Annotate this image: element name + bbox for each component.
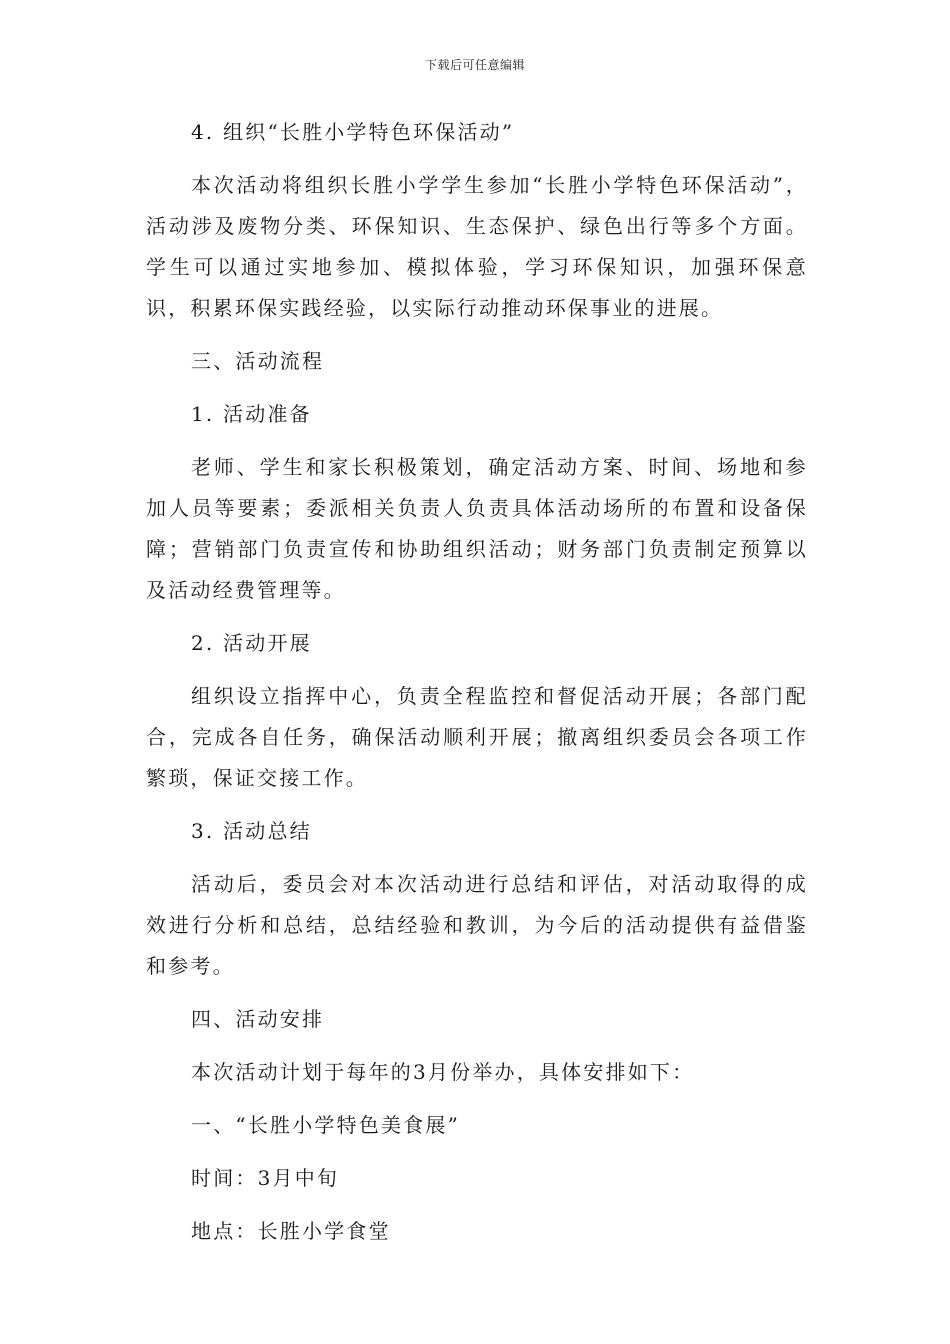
subheading-summary: 3. 活动总结 bbox=[191, 819, 312, 843]
item-food-show-time: 时间：3月中旬 bbox=[191, 1166, 340, 1190]
section-heading-activity-flow: 三、活动流程 bbox=[191, 349, 325, 373]
section-heading-organize-eco-activity: 4. 组织“长胜小学特色环保活动” bbox=[191, 120, 515, 144]
header-note: 下载后可任意编辑 bbox=[424, 58, 525, 72]
paragraph-preparation: 老师、学生和家长积极策划，确定活动方案、时间、场地和参加人员等要素；委派相关负责人负责具体活动场所的布置和设备保障；营销部门负责宣传和协助组织活动；财务部门负责制定预算以及活动经费管理等。 bbox=[146, 455, 808, 602]
section-heading-arrangement: 四、活动安排 bbox=[191, 1007, 325, 1031]
item-food-show-title: 一、“长胜小学特色美食展” bbox=[191, 1113, 461, 1137]
document-body bbox=[146, 112, 808, 1252]
subheading-execution: 2. 活动开展 bbox=[191, 631, 312, 655]
paragraph-arrangement-intro: 本次活动计划于每年的3月份举办，具体安排如下： bbox=[191, 1060, 695, 1084]
item-food-show-location: 地点：长胜小学食堂 bbox=[191, 1219, 391, 1243]
subheading-preparation: 1. 活动准备 bbox=[191, 402, 312, 426]
paragraph-eco-activity: 本次活动将组织长胜小学学生参加“长胜小学特色环保活动”，活动涉及废物分类、环保知识、生态保护、绿色出行等多个方面。学生可以通过实地参加、模拟体验，学习环保知识，加强环保意识，积累环保实践经验，以实际行动推动环保事业的进展。 bbox=[146, 173, 808, 320]
paragraph-summary: 活动后，委员会对本次活动进行总结和评估，对活动取得的成效进行分析和总结，总结经验和教训，为今后的活动提供有益借鉴和参考。 bbox=[146, 872, 808, 978]
paragraph-execution: 组织设立指挥中心，负责全程监控和督促活动开展；各部门配合，完成各自任务，确保活动顺利开展；撤离组织委员会各项工作繁琐，保证交接工作。 bbox=[146, 684, 808, 790]
